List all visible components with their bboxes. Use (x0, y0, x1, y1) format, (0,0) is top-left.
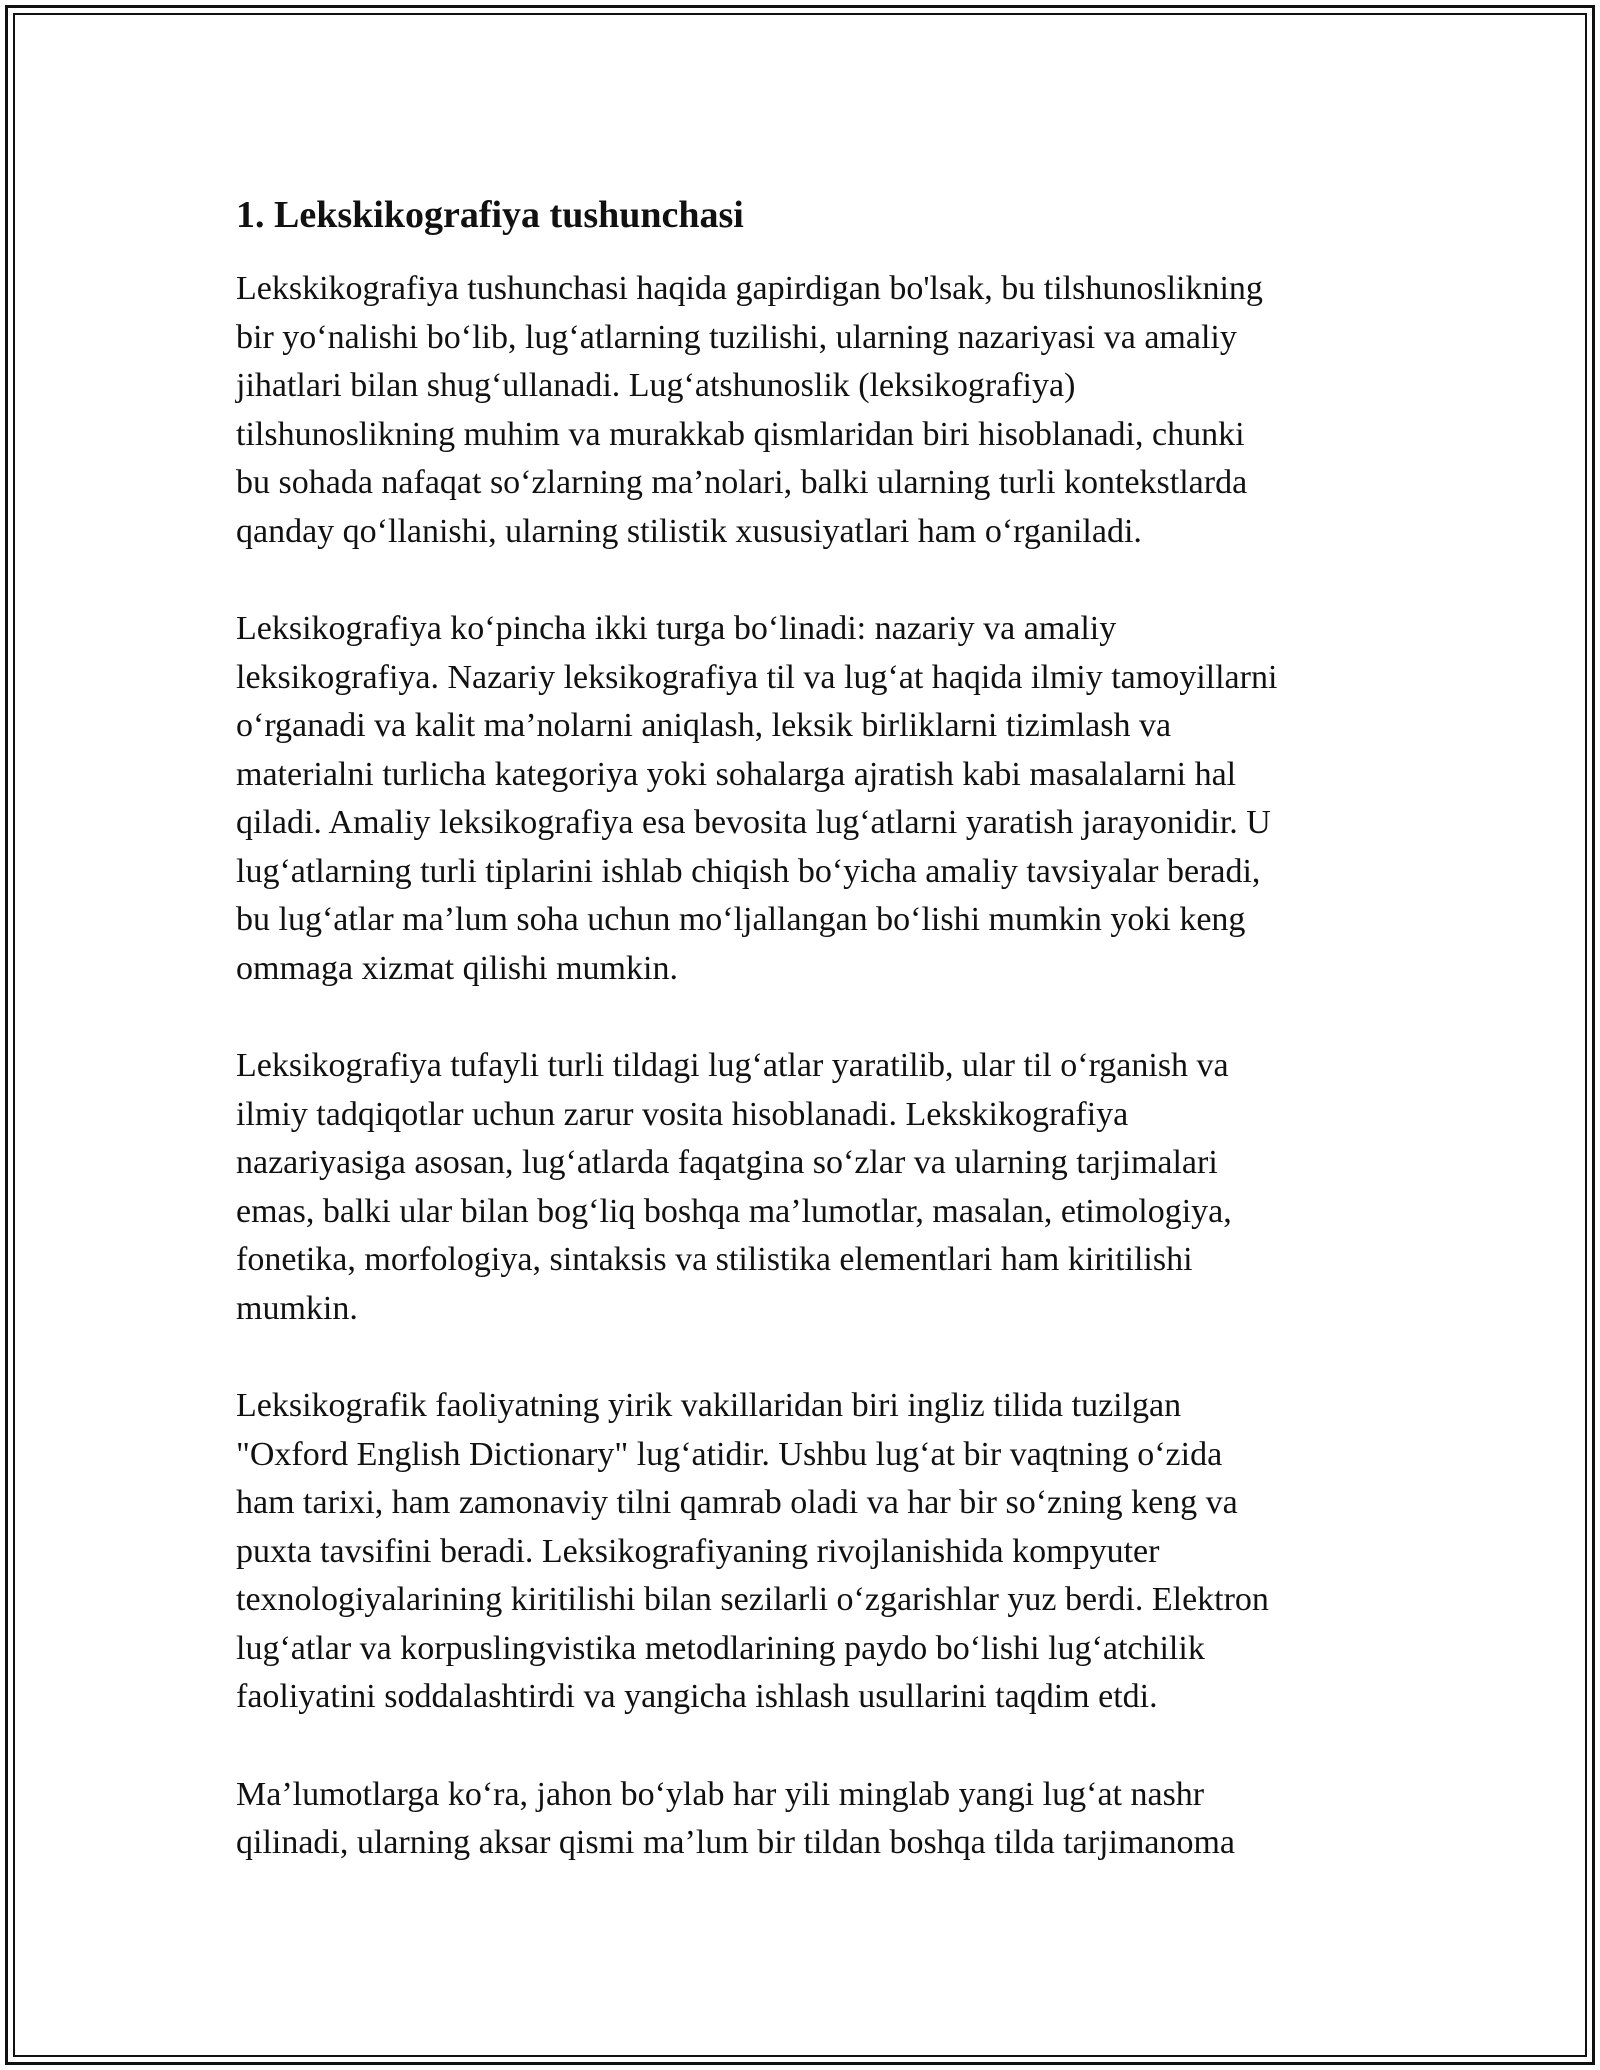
text-line: bu sohada nafaqat so‘zlarning ma’nolari, balki ularning turli kontekstlarda (236, 464, 1248, 501)
text-line: tilshunoslikning muhim va murakkab qismlaridan biri hisoblanadi, chunki (236, 415, 1245, 453)
document-body (236, 188, 1366, 1917)
text-line: texnologiyalarining kiritilishi bilan sezilarli o‘zgarishlar yuz berdi. Elektron (236, 1581, 1269, 1618)
text-line: bir yo‘nalishi bo‘lib, lug‘atlarning tuzilishi, ularning nazariyasi va amaliy (236, 318, 1237, 356)
text-line: qilinadi, ularning aksar qismi ma’lum bir tildan boshqa tilda tarjimanoma (236, 1824, 1236, 1861)
text-line: leksikografiya. Nazariy leksikografiya til va lug‘at haqida ilmiy tamoyillarni (236, 658, 1278, 696)
text-line: lug‘atlarning turli tiplarini ishlab chiqish bo‘yicha amaliy tavsiyalar beradi, (236, 852, 1261, 890)
text-line: Lekskikografiya tushunchasi haqida gapirdigan bo'lsak, bu tilshunoslikning (236, 270, 1263, 307)
paragraph-3 (236, 1042, 1366, 1333)
text-line: qanday qo‘llanishi, ularning stilistik xususiyatlari ham o‘rganiladi. (236, 512, 1142, 550)
text-line: ommaga xizmat qilishi mumkin. (236, 949, 678, 987)
text-line: bu lug‘atlar ma’lum soha uchun mo‘ljallangan bo‘lishi mumkin yoki keng (236, 901, 1246, 938)
paragraph-5 (236, 1771, 1366, 1868)
text-line: Ma’lumotlarga ko‘ra, jahon bo‘ylab har yili minglab yangi lug‘at nashr (236, 1775, 1205, 1813)
text-line: lug‘atlar va korpuslingvistika metodlarining paydo bo‘lishi lug‘atchilik (236, 1629, 1205, 1667)
text-line: puxta tavsifini beradi. Leksikografiyaning rivojlanishida kompyuter (236, 1532, 1160, 1570)
section-heading: 1. Lekskikografiya tushunchasi (236, 194, 744, 236)
text-line: qiladi. Amaliy leksikografiya esa bevosita lug‘atlarni yaratish jarayonidir. U (236, 804, 1271, 841)
text-line: o‘rganadi va kalit ma’nolarni aniqlash, leksik birliklarni tizimlash va (236, 707, 1172, 744)
text-line: nazariyasiga asosan, lug‘atlarda faqatgina so‘zlar va ularning tarjimalari (236, 1144, 1218, 1181)
text-line: Leksikografiya ko‘pincha ikki turga bo‘linadi: nazariy va amaliy (236, 610, 1117, 647)
text-line: materialni turlicha kategoriya yoki sohalarga ajratish kabi masalalarni hal (236, 755, 1237, 793)
paragraph-4 (236, 1382, 1366, 1722)
text-line: faoliyatini soddalashtirdi va yangicha ishlash usullarini taqdim etdi. (236, 1678, 1158, 1715)
text-line: ham tarixi, ham zamonaviy tilni qamrab oladi va har bir so‘zning keng va (236, 1484, 1238, 1521)
text-line: Leksikografik faoliyatning yirik vakillaridan biri ingliz tilida tuzilgan (236, 1387, 1182, 1424)
text-line: fonetika, morfologiya, sintaksis va stilistika elementlari ham kiritilishi (236, 1241, 1193, 1278)
text-line: mumkin. (236, 1289, 358, 1327)
paragraph-1 (236, 265, 1366, 556)
text-line: Leksikografiya tufayli turli tildagi lug‘atlar yaratilib, ular til o‘rganish va (236, 1047, 1229, 1084)
text-line: emas, balki ular bilan bog‘liq boshqa ma’lumotlar, masalan, etimologiya, (236, 1192, 1232, 1230)
text-line: "Oxford English Dictionary" lug‘atidir. Ushbu lug‘at bir vaqtning o‘zida (236, 1435, 1223, 1473)
paragraph-2 (236, 605, 1366, 993)
text-line: jihatlari bilan shug‘ullanadi. Lug‘atshunoslik (leksikografiya) (236, 367, 1076, 404)
text-line: ilmiy tadqiqotlar uchun zarur vosita hisoblanadi. Lekskikografiya (236, 1095, 1129, 1133)
